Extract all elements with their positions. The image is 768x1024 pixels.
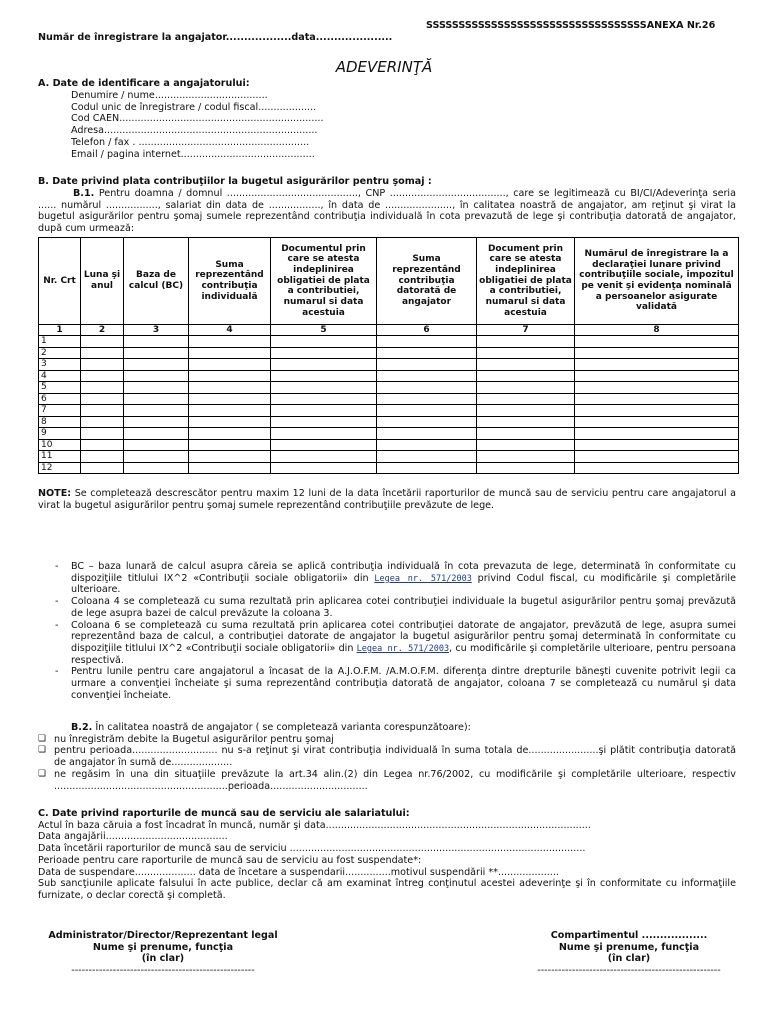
checkbox-icon[interactable]: ❏	[38, 733, 47, 744]
table-cell	[575, 336, 739, 348]
table-cell	[189, 359, 271, 371]
col-number: 3	[124, 325, 189, 336]
col-number: 6	[377, 325, 477, 336]
table-cell	[575, 347, 739, 359]
dash-marker: -	[55, 666, 59, 678]
registration-number: Număr de înregistrare la angajator..................data.....................	[38, 32, 393, 43]
row-number: 2	[39, 347, 81, 359]
row-number: 5	[39, 382, 81, 394]
row-number: 1	[39, 336, 81, 348]
col-number: 5	[271, 325, 377, 336]
col-header-document-plata: Documentul prin care se atesta indeplinirea obligatiei de plata a contributiei, numarul si data acestuia	[271, 238, 377, 325]
table-cell	[124, 336, 189, 348]
field-cui: Codul unic de înregistrare / codul fiscal...................	[71, 101, 317, 113]
table-cell	[575, 451, 739, 463]
row-number: 9	[39, 428, 81, 440]
table-cell	[575, 382, 739, 394]
section-b-heading: B. Date privind plata contribuţiilor la bugetul asigurărilor pentru şomaj :	[38, 176, 432, 187]
field-caen: Cod CAEN...................................................................	[71, 113, 324, 125]
table-cell	[377, 393, 477, 405]
table-cell	[189, 416, 271, 428]
signature-right-name: Nume şi prenume, funcţia	[558, 941, 700, 953]
table-cell	[189, 393, 271, 405]
table-cell	[81, 405, 124, 417]
checkbox-icon[interactable]: ❏	[38, 768, 47, 779]
table-row	[39, 347, 739, 359]
b1-text: Pentru doamna / domnul ..........................................., CNP ......................................, care se legitimează cu BI/CI/Adeverinţa seria ...... numărul ................., salariat din data de ................., în data de ......................, în calitatea noastră de angajator, am reţinut şi virat la bugetul asigurărilor pentru şomaj sumele reprezentând contribuţia individuală în cota prevazută de lege şi contribuţia datorată de angajator, după cum urmează:	[38, 188, 736, 235]
table-cell	[124, 405, 189, 417]
col-header-suma-angajator: Suma reprezentând contribuţia datorată de angajator	[377, 238, 477, 325]
table-body	[39, 336, 739, 474]
signature-left-name: Nume şi prenume, funcţia	[92, 941, 234, 953]
table-cell	[377, 451, 477, 463]
table-cell	[124, 347, 189, 359]
table-cell	[189, 462, 271, 474]
table-cell	[189, 382, 271, 394]
table-cell	[477, 416, 575, 428]
law-link[interactable]: Legea nr. 571/2003	[374, 573, 472, 584]
explanation-item	[38, 666, 736, 701]
table-cell	[377, 359, 477, 371]
table-cell	[477, 393, 575, 405]
explanation-item	[38, 561, 736, 596]
row-number: 10	[39, 439, 81, 451]
signature-left-line: -----------------------------------------------------	[71, 965, 255, 977]
table-cell	[124, 416, 189, 428]
col-header-luna: Luna şi anul	[81, 238, 124, 325]
field-email: Email / pagina internet............................................	[71, 148, 315, 160]
signature-left	[38, 930, 288, 977]
field-data-angajarii: Data angajării........................................	[38, 831, 228, 843]
table-cell	[124, 393, 189, 405]
table-cell	[189, 347, 271, 359]
col-number: 7	[477, 325, 575, 336]
table-cell	[189, 439, 271, 451]
row-number: 6	[39, 393, 81, 405]
table-cell	[271, 382, 377, 394]
note-label: NOTE:	[38, 488, 72, 499]
signature-right	[520, 930, 738, 977]
table-cell	[124, 370, 189, 382]
table-row	[39, 336, 739, 348]
table-cell	[575, 462, 739, 474]
page-title: ADEVERINŢĂ	[335, 58, 433, 76]
table-cell	[477, 439, 575, 451]
table-cell	[377, 416, 477, 428]
b2-option[interactable]: ❏ nu înregistrăm debite la Bugetul asigurărilor pentru şomaj	[38, 733, 334, 745]
table-cell	[271, 336, 377, 348]
col-number: 8	[575, 325, 739, 336]
table-cell	[189, 370, 271, 382]
table-cell	[477, 382, 575, 394]
col-number: 1	[39, 325, 81, 336]
row-number: 3	[39, 359, 81, 371]
table-cell	[575, 359, 739, 371]
field-telefon: Telefon / fax . ........................................................	[71, 136, 310, 148]
explanation-text: privind Codul fiscal, cu modificările şi completările ulterioare.	[71, 572, 736, 596]
table-cell	[377, 382, 477, 394]
table-cell	[81, 382, 124, 394]
table-cell	[81, 428, 124, 440]
explanation-text: Pentru lunile pentru care angajatorul a încasat de la A.J.O.F.M. /A.M.O.F.M. diferenţa dintre drepturile băneşti cuvenite potrivit legii ca urmare a convenţiei încheiate şi suma reprezentând contribuţia datorată de angajator, coloana 7 se completează cu numărul şi data convenţiei încheiate.	[71, 666, 736, 701]
row-number: 7	[39, 405, 81, 417]
signature-right-line: -----------------------------------------------------	[537, 965, 721, 977]
table-cell	[575, 393, 739, 405]
section-c-heading: C. Date privind raporturile de muncă sau de serviciu ale salariatului:	[38, 808, 410, 819]
b2-intro	[38, 722, 736, 734]
table-cell	[81, 359, 124, 371]
section-a-heading: A. Date de identificare a angajatorului:	[38, 78, 250, 89]
table-cell	[377, 405, 477, 417]
b2-intro-text: În calitatea noastră de angajator ( se completează varianta corespunzătoare):	[95, 722, 471, 733]
explanations-list	[38, 561, 736, 701]
table-cell	[377, 462, 477, 474]
table-cell	[271, 405, 377, 417]
b2-option[interactable]: ❏ pentru perioada............................ nu s-a reţinut şi virat contribuţia individuală în suma totala de.......................şi plătit contribuţia datorată de angajator în sumă de....................	[38, 745, 736, 769]
table-row	[39, 382, 739, 394]
section-c	[38, 808, 736, 902]
law-link[interactable]: Legea nr. 571/2003	[356, 643, 450, 654]
table-row	[39, 462, 739, 474]
table-cell	[271, 347, 377, 359]
note-text: Se completează descrescător pentru maxim 12 luni de la data încetării raporturilor de muncă sau de serviciu pentru care angajatorul a virat la bugetul asigurărilor pentru şomaj sumele reprezentând contribuţiile prevăzute de lege.	[38, 488, 736, 511]
table-cell	[377, 439, 477, 451]
table-cell	[124, 439, 189, 451]
table-cell	[377, 428, 477, 440]
table-cell	[189, 428, 271, 440]
dash-marker: -	[55, 619, 59, 631]
col-header-nr-inregistrare: Numărul de înregistrare la a declaraţiei lunare privind contribuţiile sociale, impozitul pe venit şi evidenţa nominală a persoanelor asigurate validată	[575, 238, 739, 325]
explanation-text: BC – baza lunară de calcul asupra căreia se aplică contribuţia individuală în cota prevazuta de lege, determinată în conformitate cu dispoziţiile titlului IX^2 «Contribuţii sociale obligatorii» din	[71, 561, 736, 584]
table-cell	[575, 428, 739, 440]
signature-left-title: Administrator/Director/Reprezentant legal	[48, 930, 278, 941]
table-cell	[477, 405, 575, 417]
table-cell	[477, 451, 575, 463]
table-cell	[81, 451, 124, 463]
field-act: Actul în baza căruia a fost încadrat în muncă, număr şi data.......................................................................................	[38, 819, 591, 831]
col-header-nr: Nr. Crt	[39, 238, 81, 325]
contributions-table	[38, 237, 739, 474]
table-cell	[124, 428, 189, 440]
signature-left-clar: (în clar)	[141, 953, 185, 965]
col-header-baza: Baza de calcul (BC)	[124, 238, 189, 325]
table-cell	[271, 439, 377, 451]
table-cell	[575, 416, 739, 428]
explanation-item	[38, 596, 736, 619]
table-cell	[271, 416, 377, 428]
field-perioade-suspendate: Perioade pentru care raporturile de muncă sau de serviciu au fost suspendate*:	[38, 854, 422, 866]
explanation-text: Coloana 6 se completează cu suma rezultată prin aplicarea cotei contribuţiei datorate de angajator, prevăzută de lege, asupra sumei reprezentând baza de calcul, a contribuţiei datorate de angajator la bugetul asigurărilor pentru şomaj determinată în conformitate cu dispoziţiile titlului IX^2 «Contribuţii sociale obligatorii» din	[71, 619, 736, 654]
b2-option[interactable]: ❏ ne regăsim în una din situaţiile prevăzute la art.34 alin.(2) din Legea nr.76/2002, cu modificările şi completările ulterioare, respectiv .........................................................perioada................................	[38, 768, 736, 792]
col-header-suma-individuala: Suma reprezentând contribuţia individuală	[189, 238, 271, 325]
table-cell	[81, 416, 124, 428]
table-cell	[189, 451, 271, 463]
table-cell	[575, 405, 739, 417]
table-cell	[81, 336, 124, 348]
col-header-document-angajator: Document prin care se atesta indeplinirea obligatiei de plata a contributiei, numarul si data acestuia	[477, 238, 575, 325]
col-number: 2	[81, 325, 124, 336]
table-cell	[377, 347, 477, 359]
table-cell	[81, 370, 124, 382]
table-cell	[575, 370, 739, 382]
b1-paragraph	[38, 188, 736, 235]
table-row	[39, 428, 739, 440]
table-row	[39, 451, 739, 463]
row-number: 4	[39, 370, 81, 382]
field-data-incetarii: Data încetării raporturilor de muncă sau de serviciu .................................................................................................	[38, 843, 586, 855]
table-cell	[124, 462, 189, 474]
table-cell	[477, 428, 575, 440]
table-cell	[124, 382, 189, 394]
table-cell	[477, 462, 575, 474]
table-cell	[271, 451, 377, 463]
explanation-text: Coloana 4 se completează cu suma rezultată prin aplicarea cotei contribuţiei individuale la bugetul asigurărilor pentru şomaj prevăzută de lege asupra bazei de calcul prevăzute la coloana 3.	[71, 596, 736, 619]
note	[38, 488, 736, 511]
table-cell	[189, 405, 271, 417]
section-a-fields	[71, 90, 324, 160]
table-cell	[271, 428, 377, 440]
row-number: 8	[39, 416, 81, 428]
field-denumire: Denumire / nume.....................................	[71, 90, 268, 101]
field-adresa: Adresa......................................................................	[71, 125, 318, 137]
table-row	[39, 370, 739, 382]
table-cell	[124, 451, 189, 463]
table-cell	[271, 359, 377, 371]
table-row	[39, 439, 739, 451]
table-cell	[81, 439, 124, 451]
table-cell	[81, 393, 124, 405]
table-cell	[477, 359, 575, 371]
table-cell	[477, 347, 575, 359]
dash-marker: -	[55, 561, 59, 572]
signature-right-clar: (în clar)	[607, 953, 651, 965]
table-row	[39, 405, 739, 417]
col-number: 4	[189, 325, 271, 336]
table-cell	[124, 359, 189, 371]
table-cell	[271, 393, 377, 405]
table-cell	[271, 462, 377, 474]
explanation-item	[38, 620, 736, 667]
table-cell	[377, 336, 477, 348]
annex-number: SSSSSSSSSSSSSSSSSSSSSSSSSSSSSSSSSSANEXA Nr.26	[426, 20, 716, 31]
b1-label: B.1.	[73, 188, 95, 199]
table-cell	[575, 439, 739, 451]
field-data-suspendare: Data de suspendare.................... data de încetare a suspendarii...............motivul suspendării **....................	[38, 866, 559, 878]
table-cell	[377, 370, 477, 382]
table-cell	[81, 462, 124, 474]
table-row	[39, 359, 739, 371]
checkbox-icon[interactable]: ❏	[38, 745, 47, 756]
table-cell	[81, 347, 124, 359]
table-row	[39, 393, 739, 405]
table-cell	[189, 336, 271, 348]
table-cell	[477, 370, 575, 382]
signature-right-title: Compartimentul ..................	[550, 930, 708, 941]
table-row	[39, 416, 739, 428]
table-cell	[271, 370, 377, 382]
b2-block	[38, 722, 736, 792]
row-number: 12	[39, 462, 81, 474]
dash-marker: -	[55, 596, 59, 608]
explanation-text: , cu modificările şi completările ulterioare, pentru persoana respectivă.	[71, 642, 737, 666]
row-number: 11	[39, 451, 81, 463]
table-cell	[477, 336, 575, 348]
declaration: Sub sancţiunile aplicate falsului în acte publice, declar că am examinat întreg conţinutul acestei adeverinţe şi în conformitate cu informaţiile furnizate, o declar corectă şi completă.	[38, 878, 736, 901]
b2-label: B.2.	[71, 722, 93, 733]
